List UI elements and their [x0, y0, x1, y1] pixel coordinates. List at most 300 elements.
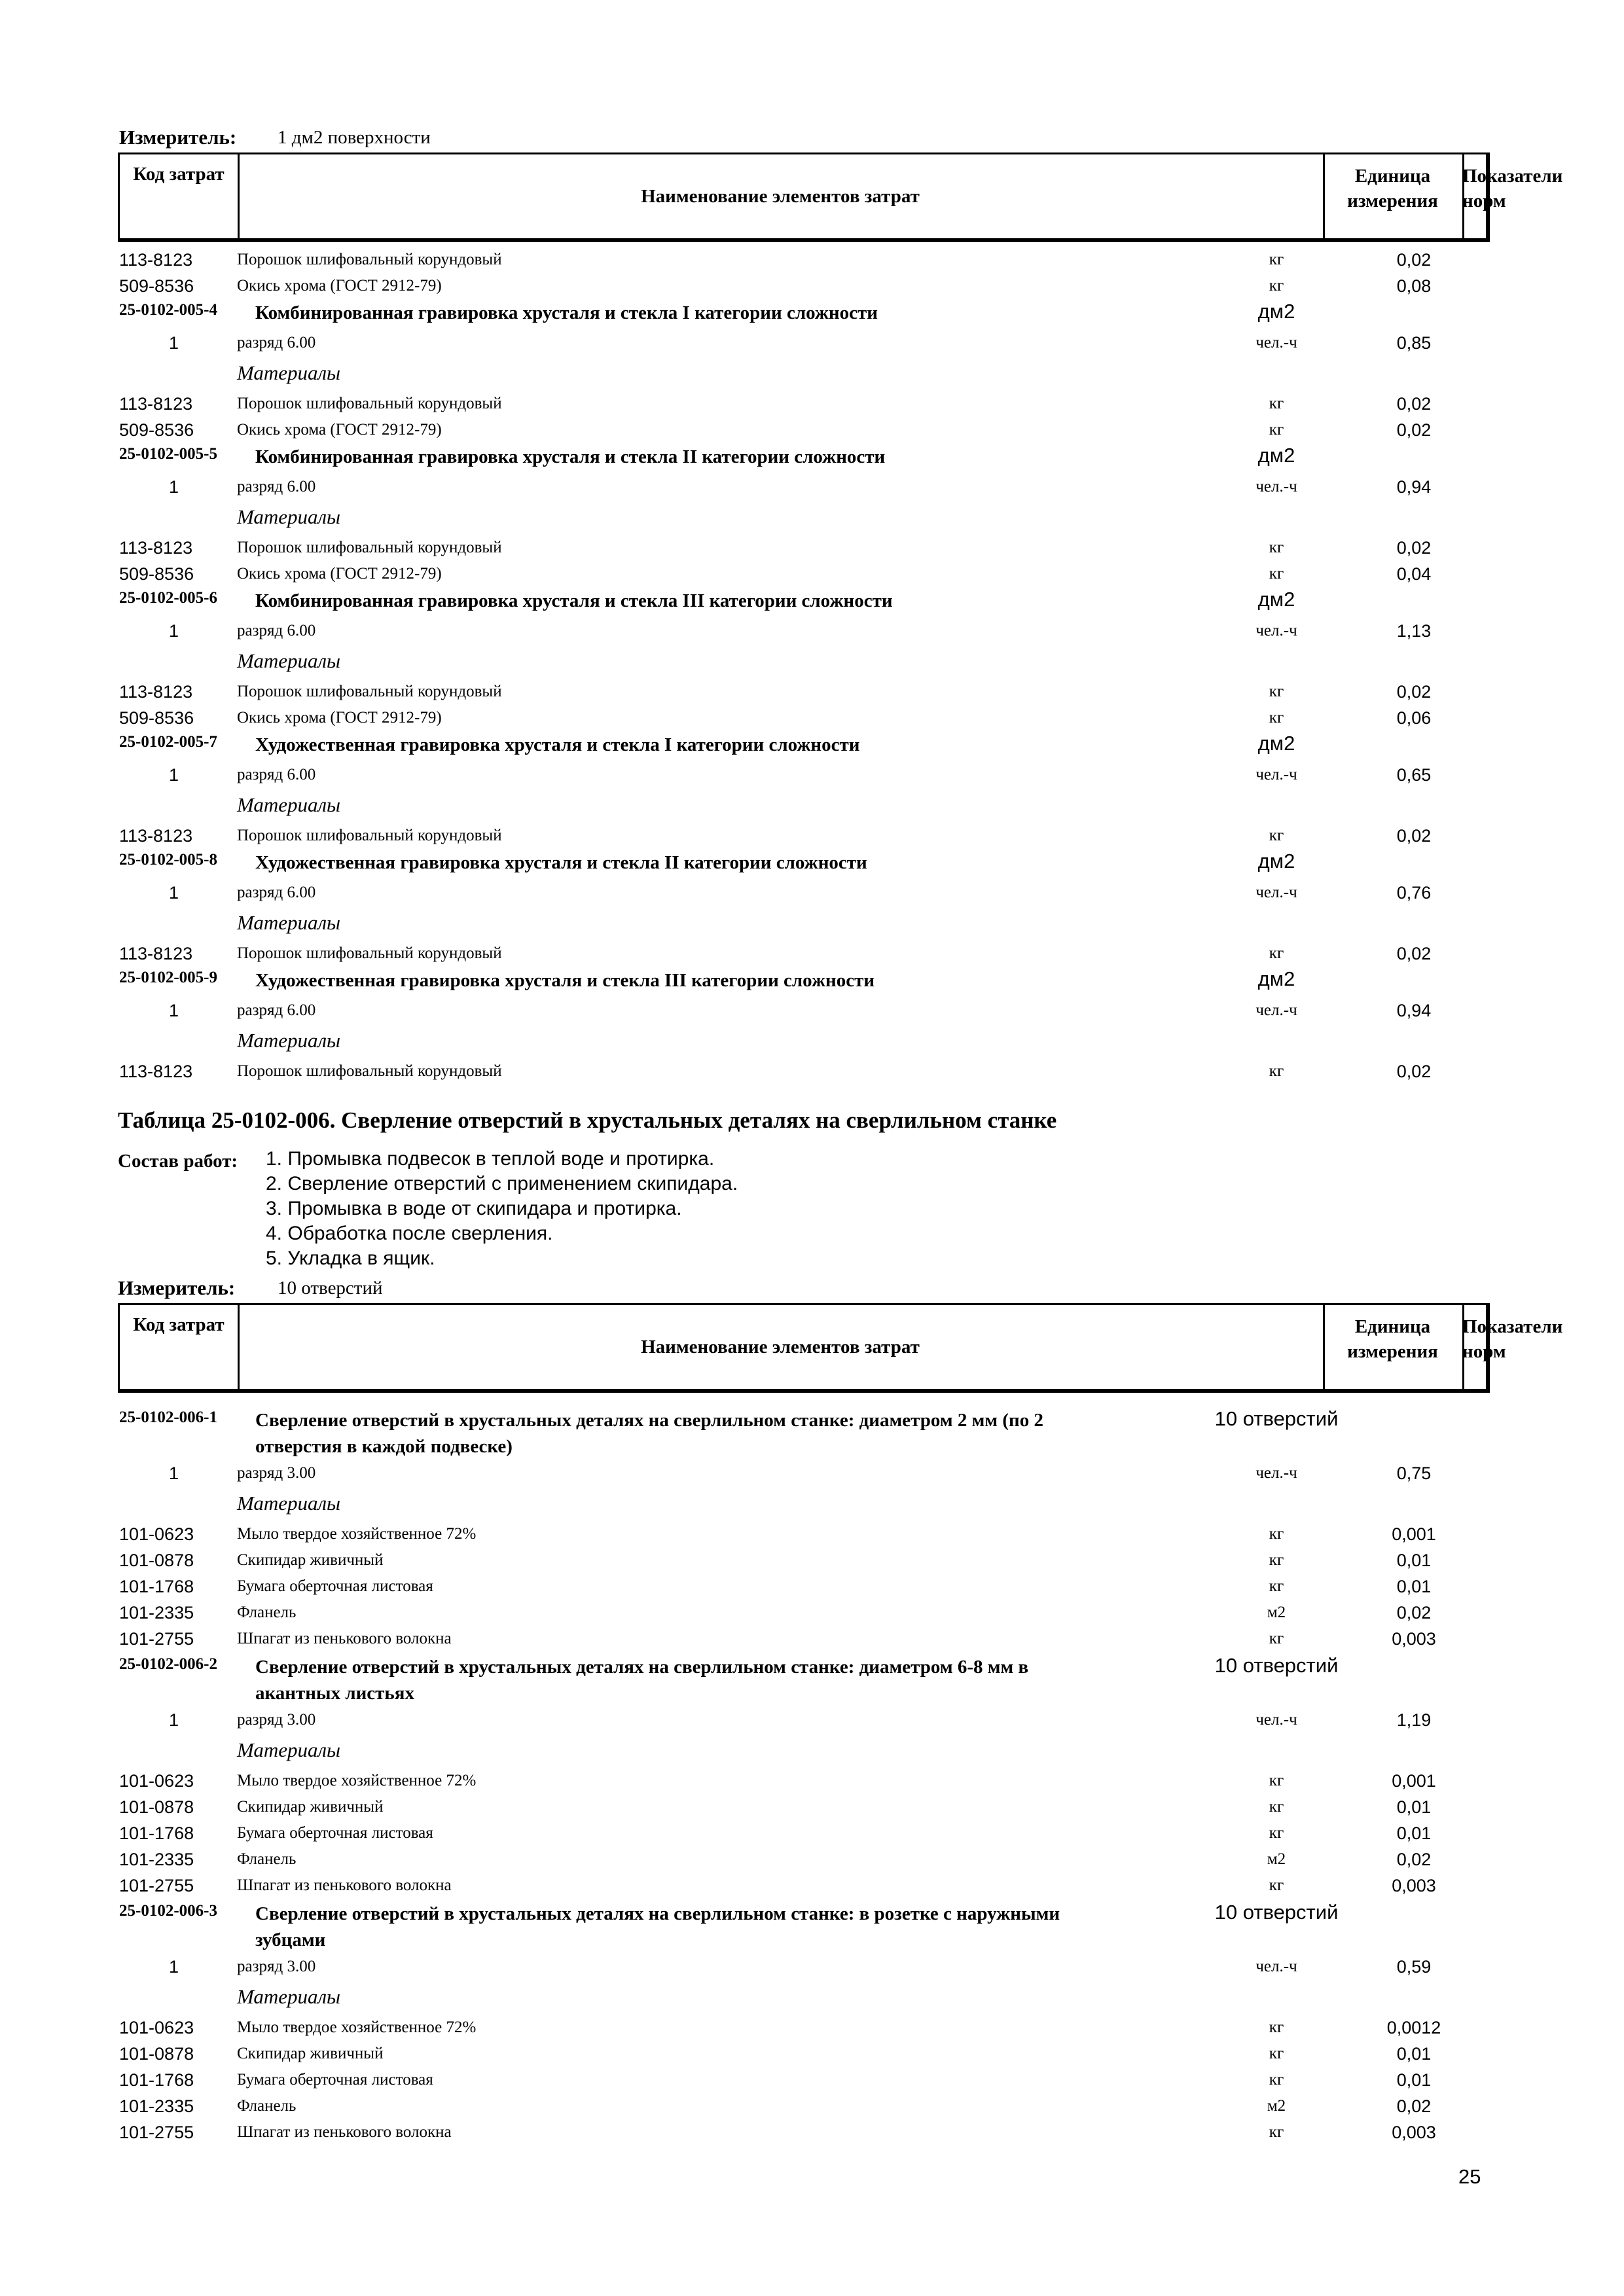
row-value: 0,94 [1396, 1001, 1432, 1020]
row-value: 0,85 [1396, 333, 1432, 353]
row-unit: кг [1269, 277, 1284, 295]
row-name-line: Окись хрома (ГОСТ 2912-79) [237, 565, 442, 583]
header-unit [1323, 1305, 1464, 1389]
row-code: 101-0623 [119, 1771, 194, 1791]
row-unit: дм2 [1257, 444, 1295, 467]
row-name [237, 2045, 384, 2063]
row-value: 0,02 [1396, 682, 1432, 702]
row-value: 0,02 [1396, 394, 1432, 414]
row-code: 101-0878 [119, 2044, 194, 2064]
row-name-line: Материалы [237, 911, 341, 934]
row-name-line: Мыло твердое хозяйственное 72% [237, 1525, 477, 1543]
header-norm-line1: Показатели [1462, 166, 1563, 187]
header-unit-line1: Единица [1354, 1316, 1431, 1337]
row-name [237, 1850, 296, 1869]
row-name [237, 944, 502, 963]
row-value: 0,003 [1392, 1629, 1436, 1649]
row-code: 113-8123 [119, 944, 193, 963]
table-row [0, 1847, 1624, 1874]
row-name-line: Фланель [237, 2097, 297, 2115]
table-row [0, 300, 1624, 327]
row-name-line: разряд 6.00 [237, 478, 316, 495]
row-value: 0,08 [1396, 276, 1432, 296]
table-row [0, 1574, 1624, 1602]
row-code: 113-8123 [119, 826, 193, 846]
row-unit: кг [1269, 565, 1284, 583]
row-name-line-2: отверстия в каждой подвеске) [255, 1436, 513, 1457]
header-name [238, 154, 1325, 238]
table-row [0, 1821, 1624, 1848]
row-unit: м2 [1267, 1604, 1286, 1621]
row-name-line: Скипидар живичный [237, 1798, 384, 1816]
row-name [237, 2097, 296, 2115]
row-name-line: Сверление отверстий в хрустальных деталях на сверлильном станке: в розетке с наружными [255, 1903, 1060, 1924]
table-header [118, 152, 1563, 242]
row-unit: м2 [1267, 1850, 1286, 1868]
row-name-line: Порошок шлифовальный корундовый [237, 395, 502, 412]
work-step: 2. Сверление отверстий с применением скипидара. [266, 1173, 738, 1194]
row-name [237, 2123, 452, 2142]
row-name-line: Бумага оберточная листовая [237, 1824, 433, 1842]
table-row [0, 648, 1624, 675]
row-name-line: Материалы [237, 1492, 341, 1515]
row-name-line: Комбинированная гравировка хрусталя и стекла II категории сложности [255, 446, 886, 467]
row-name [237, 1062, 502, 1081]
header-code: Код затрат [120, 154, 240, 238]
table-title: Таблица 25-0102-006. Сверление отверстий в хрустальных деталях на сверлильном станке [118, 1107, 1057, 1133]
table-row [0, 850, 1624, 877]
row-name-line: разряд 6.00 [237, 622, 316, 639]
row-name [237, 827, 502, 845]
table-row [0, 444, 1624, 471]
table-row [0, 2068, 1624, 2095]
row-code: 1 [169, 621, 179, 641]
table-row [0, 732, 1624, 759]
table-header-2 [118, 1303, 1563, 1393]
row-value: 0,02 [1396, 250, 1432, 270]
table-row [0, 535, 1624, 563]
row-name [237, 2071, 433, 2089]
row-name [237, 539, 502, 557]
header-norm-line1: Показатели [1462, 1316, 1563, 1337]
row-name-line: Художественная гравировка хрусталя и стекла II категории сложности [255, 852, 867, 873]
row-unit: дм2 [1257, 850, 1295, 872]
page-number: 25 [1458, 2165, 1481, 2188]
row-name [237, 1772, 476, 1790]
materials-heading [237, 911, 340, 935]
materials-heading [237, 1985, 340, 2009]
row-code: 1 [169, 477, 179, 497]
header-norm [1462, 1305, 1563, 1389]
row-code: 25-0102-005-9 [119, 969, 217, 986]
row-name [255, 1407, 1043, 1460]
header-norm [1462, 154, 1563, 238]
row-name [237, 622, 316, 640]
row-name-line: разряд 6.00 [237, 334, 316, 351]
row-name-line: Окись хрома (ГОСТ 2912-79) [237, 277, 442, 295]
row-code: 1 [169, 1957, 179, 1977]
row-name [237, 1604, 296, 1622]
row-value: 0,75 [1396, 1463, 1432, 1483]
row-name-line: Шпагат из пенькового волокна [237, 1876, 452, 1894]
row-unit: 10 отверстий [1214, 1654, 1339, 1677]
table-row [0, 1059, 1624, 1086]
row-value: 0,02 [1396, 538, 1432, 558]
table-row [0, 1901, 1624, 1950]
row-code: 113-8123 [119, 250, 193, 270]
table-row [0, 1600, 1624, 1628]
row-name-line: Бумага оберточная листовая [237, 2071, 433, 2089]
row-name-line: Материалы [237, 1029, 341, 1052]
row-name [237, 709, 442, 727]
row-name-line: Художественная гравировка хрусталя и стекла III категории сложности [255, 970, 875, 991]
row-value: 0,06 [1396, 708, 1432, 728]
table-row [0, 941, 1624, 969]
table-row [0, 2120, 1624, 2147]
row-name-line: разряд 6.00 [237, 1001, 316, 1019]
table-row [0, 588, 1624, 615]
row-value: 0,65 [1396, 765, 1432, 785]
row-unit: кг [1269, 1798, 1284, 1816]
work-step: 3. Промывка в воде от скипидара и протирка. [266, 1198, 682, 1219]
row-code: 113-8123 [119, 394, 193, 414]
row-name [237, 1577, 433, 1596]
row-name [237, 2018, 476, 2037]
row-name-line-2: акантных листьях [255, 1683, 414, 1704]
row-value: 0,02 [1396, 1062, 1432, 1081]
row-name-line: Материалы [237, 361, 341, 384]
row-value: 1,13 [1396, 621, 1432, 641]
row-unit: чел.-ч [1255, 884, 1297, 901]
row-name-line: Материалы [237, 649, 341, 672]
row-unit: дм2 [1257, 588, 1295, 611]
table-row [0, 1461, 1624, 1488]
row-name [255, 1654, 1028, 1706]
measure-value: 1 дм2 поверхности [278, 127, 431, 148]
table-row [0, 1768, 1624, 1796]
table-row [0, 998, 1624, 1026]
work-step: 1. Промывка подвесок в теплой воде и протирка. [266, 1148, 715, 1170]
row-unit: кг [1269, 395, 1284, 412]
row-name [255, 732, 859, 758]
table-row [0, 706, 1624, 733]
row-unit: чел.-ч [1255, 1958, 1297, 1975]
row-name [237, 1876, 452, 1895]
row-code: 509-8536 [119, 564, 194, 584]
row-code: 101-0623 [119, 2018, 194, 2037]
row-name [255, 444, 885, 470]
row-code: 101-1768 [119, 1823, 194, 1843]
table-row [0, 391, 1624, 419]
table-row [0, 880, 1624, 908]
measure-label-2: Измеритель: [118, 1276, 236, 1299]
materials-heading [237, 361, 340, 385]
row-unit: кг [1269, 2071, 1284, 2089]
row-code: 509-8536 [119, 276, 194, 296]
row-name [237, 1958, 316, 1976]
row-code: 25-0102-006-1 [119, 1408, 217, 1426]
table-row [0, 910, 1624, 937]
row-unit: кг [1269, 1824, 1284, 1842]
row-unit: кг [1269, 827, 1284, 844]
row-name [237, 251, 502, 269]
row-unit: дм2 [1257, 300, 1295, 323]
row-code: 1 [169, 1463, 179, 1483]
header-name-text: Наименование элементов затрат [641, 1336, 920, 1357]
table-row [0, 475, 1624, 502]
row-unit: чел.-ч [1255, 622, 1297, 639]
row-name [237, 565, 442, 583]
row-code: 1 [169, 765, 179, 785]
row-unit: чел.-ч [1255, 766, 1297, 783]
row-name [237, 277, 442, 295]
table-row [0, 679, 1624, 707]
row-name-line: Фланель [237, 1850, 297, 1868]
row-name-line: Сверление отверстий в хрустальных деталях на сверлильном станке: диаметром 6-8 мм в [255, 1657, 1029, 1677]
table-row [0, 1954, 1624, 1982]
row-unit: 10 отверстий [1214, 1901, 1339, 1924]
row-name [237, 478, 316, 496]
row-value: 0,02 [1396, 420, 1432, 440]
row-name-line: разряд 6.00 [237, 766, 316, 783]
table-row [0, 1708, 1624, 1735]
row-unit: кг [1269, 539, 1284, 556]
row-code: 25-0102-005-4 [119, 301, 217, 319]
row-code: 101-2755 [119, 2123, 194, 2142]
table-row [0, 1795, 1624, 1822]
row-name-line: Окись хрома (ГОСТ 2912-79) [237, 709, 442, 726]
row-unit: дм2 [1257, 967, 1295, 990]
row-value: 0,01 [1396, 1577, 1432, 1596]
row-name-line: Шпагат из пенькового волокна [237, 1630, 452, 1647]
row-unit: кг [1269, 421, 1284, 439]
row-name-line: Порошок шлифовальный корундовый [237, 944, 502, 962]
table-row [0, 1873, 1624, 1901]
row-code: 101-2755 [119, 1629, 194, 1649]
row-unit: кг [1269, 944, 1284, 962]
row-name [237, 395, 502, 413]
table-row [0, 1028, 1624, 1055]
header-name-text: Наименование элементов затрат [641, 185, 920, 207]
row-name [255, 967, 875, 994]
header-unit-line2: измерения [1347, 190, 1438, 211]
row-code: 101-2335 [119, 1603, 194, 1623]
row-code: 101-0878 [119, 1797, 194, 1817]
row-unit: кг [1269, 683, 1284, 700]
row-unit: кг [1269, 1525, 1284, 1543]
row-value: 0,001 [1392, 1771, 1436, 1791]
row-value: 0,04 [1396, 564, 1432, 584]
row-unit: кг [1269, 2123, 1284, 2141]
row-unit: кг [1269, 709, 1284, 726]
table-row [0, 274, 1624, 301]
row-name-line: Материалы [237, 505, 341, 528]
table-row [0, 2041, 1624, 2069]
row-value: 0,0012 [1386, 2018, 1441, 2037]
row-name [237, 1798, 384, 1816]
row-unit: кг [1269, 1630, 1284, 1647]
row-code: 1 [169, 883, 179, 903]
row-name-line: Скипидар живичный [237, 1551, 384, 1569]
table-row [0, 418, 1624, 445]
row-name-line: Порошок шлифовальный корундовый [237, 251, 502, 268]
row-code: 101-2335 [119, 2096, 194, 2116]
table-row [0, 1548, 1624, 1575]
row-name-line: разряд 3.00 [237, 1711, 316, 1729]
table-row [0, 1407, 1624, 1457]
header-name [238, 1305, 1325, 1389]
row-unit: кг [1269, 1551, 1284, 1569]
row-code: 25-0102-005-6 [119, 589, 217, 607]
row-name [237, 1525, 476, 1543]
table-row [0, 1522, 1624, 1549]
row-unit: кг [1269, 2018, 1284, 2036]
row-name [237, 1630, 452, 1648]
header-code: Код затрат [120, 1305, 240, 1389]
row-name-line: Окись хрома (ГОСТ 2912-79) [237, 421, 442, 439]
row-name [237, 1711, 316, 1729]
table-row [0, 1490, 1624, 1518]
row-code: 101-2755 [119, 1876, 194, 1895]
row-unit: 10 отверстий [1214, 1407, 1339, 1430]
row-unit: чел.-ч [1255, 1464, 1297, 1482]
materials-heading [237, 1492, 340, 1515]
table-row [0, 1654, 1624, 1704]
row-name [237, 334, 316, 352]
sostav-label: Состав работ: [118, 1151, 238, 1172]
table-row [0, 562, 1624, 589]
row-value: 0,76 [1396, 883, 1432, 903]
row-value: 0,02 [1396, 1603, 1432, 1623]
header-unit [1323, 154, 1464, 238]
row-name-line: Материалы [237, 793, 341, 816]
row-name [237, 1001, 316, 1020]
row-value: 1,19 [1396, 1710, 1432, 1730]
row-name-line-2: зубцами [255, 1929, 326, 1950]
row-value: 0,02 [1396, 2096, 1432, 2116]
row-name [255, 1901, 1060, 1953]
row-name-line: разряд 3.00 [237, 1464, 316, 1482]
row-code: 113-8123 [119, 538, 193, 558]
row-code: 101-0878 [119, 1551, 194, 1570]
row-code: 1 [169, 1710, 179, 1730]
row-name-line: Бумага оберточная листовая [237, 1577, 433, 1595]
row-code: 25-0102-005-5 [119, 445, 217, 463]
materials-heading [237, 1029, 340, 1052]
table-row [0, 762, 1624, 790]
row-name [237, 766, 316, 784]
row-name [237, 884, 316, 902]
row-unit: чел.-ч [1255, 478, 1297, 495]
row-unit: кг [1269, 1062, 1284, 1080]
row-code: 101-2335 [119, 1850, 194, 1869]
table-row [0, 2015, 1624, 2043]
row-code: 25-0102-006-2 [119, 1655, 217, 1673]
row-unit: чел.-ч [1255, 1711, 1297, 1729]
row-name [237, 683, 502, 701]
header-unit-line2: измерения [1347, 1341, 1438, 1362]
row-name [255, 300, 878, 326]
row-code: 101-0623 [119, 1524, 194, 1544]
row-code: 25-0102-005-8 [119, 851, 217, 869]
row-name [255, 850, 867, 876]
row-value: 0,01 [1396, 1797, 1432, 1817]
row-value: 0,003 [1392, 2123, 1436, 2142]
row-code: 25-0102-006-3 [119, 1902, 217, 1920]
row-value: 0,01 [1396, 1551, 1432, 1570]
materials-heading [237, 1738, 340, 1762]
row-code: 25-0102-005-7 [119, 733, 217, 751]
row-value: 0,02 [1396, 1850, 1432, 1869]
row-unit: кг [1269, 1772, 1284, 1789]
row-name-line: Материалы [237, 1738, 341, 1761]
header-norm-line2: норм [1462, 1341, 1506, 1362]
row-name [237, 1824, 433, 1842]
row-name-line: разряд 6.00 [237, 884, 316, 901]
header-norm-line2: норм [1462, 190, 1506, 211]
row-name-line: Шпагат из пенькового волокна [237, 2123, 452, 2141]
table-row [0, 823, 1624, 851]
row-name-line: Комбинированная гравировка хрусталя и стекла III категории сложности [255, 590, 893, 611]
row-name-line: Порошок шлифовальный корундовый [237, 539, 502, 556]
row-unit: чел.-ч [1255, 1001, 1297, 1019]
row-unit: кг [1269, 1876, 1284, 1894]
table-row [0, 2094, 1624, 2121]
materials-heading [237, 505, 340, 529]
row-name-line: разряд 3.00 [237, 1958, 316, 1975]
table-row [0, 792, 1624, 819]
row-value: 0,59 [1396, 1957, 1432, 1977]
row-name-line: Художественная гравировка хрусталя и стекла I категории сложности [255, 734, 860, 755]
row-value: 0,01 [1396, 2044, 1432, 2064]
row-name-line: Комбинированная гравировка хрусталя и стекла I категории сложности [255, 302, 878, 323]
row-code: 509-8536 [119, 708, 194, 728]
row-code: 113-8123 [119, 1062, 193, 1081]
row-name [237, 1464, 316, 1482]
table-row [0, 360, 1624, 387]
row-unit: кг [1269, 1577, 1284, 1595]
table-row [0, 967, 1624, 995]
materials-heading [237, 793, 340, 817]
row-name [237, 421, 442, 439]
row-code: 101-1768 [119, 1577, 194, 1596]
table-row [0, 1626, 1624, 1654]
table-row [0, 504, 1624, 531]
measure-label: Измеритель: [119, 126, 237, 149]
row-name-line: Мыло твердое хозяйственное 72% [237, 2018, 477, 2036]
work-step: 5. Укладка в ящик. [266, 1247, 435, 1269]
row-code: 509-8536 [119, 420, 194, 440]
row-name-line: Мыло твердое хозяйственное 72% [237, 1772, 477, 1789]
row-code: 101-1768 [119, 2070, 194, 2090]
materials-heading [237, 649, 340, 673]
row-unit: чел.-ч [1255, 334, 1297, 351]
row-name-line: Порошок шлифовальный корундовый [237, 827, 502, 844]
table-row [0, 247, 1624, 275]
work-step: 4. Обработка после сверления. [266, 1223, 553, 1244]
row-value: 0,94 [1396, 477, 1432, 497]
row-name-line: Порошок шлифовальный корундовый [237, 1062, 502, 1080]
row-unit: дм2 [1257, 732, 1295, 755]
row-value: 0,02 [1396, 826, 1432, 846]
row-name [237, 1551, 384, 1570]
table-row [0, 331, 1624, 358]
row-value: 0,01 [1396, 2070, 1432, 2090]
row-name [255, 588, 893, 614]
row-value: 0,02 [1396, 944, 1432, 963]
table-row [0, 1737, 1624, 1765]
row-value: 0,003 [1392, 1876, 1436, 1895]
